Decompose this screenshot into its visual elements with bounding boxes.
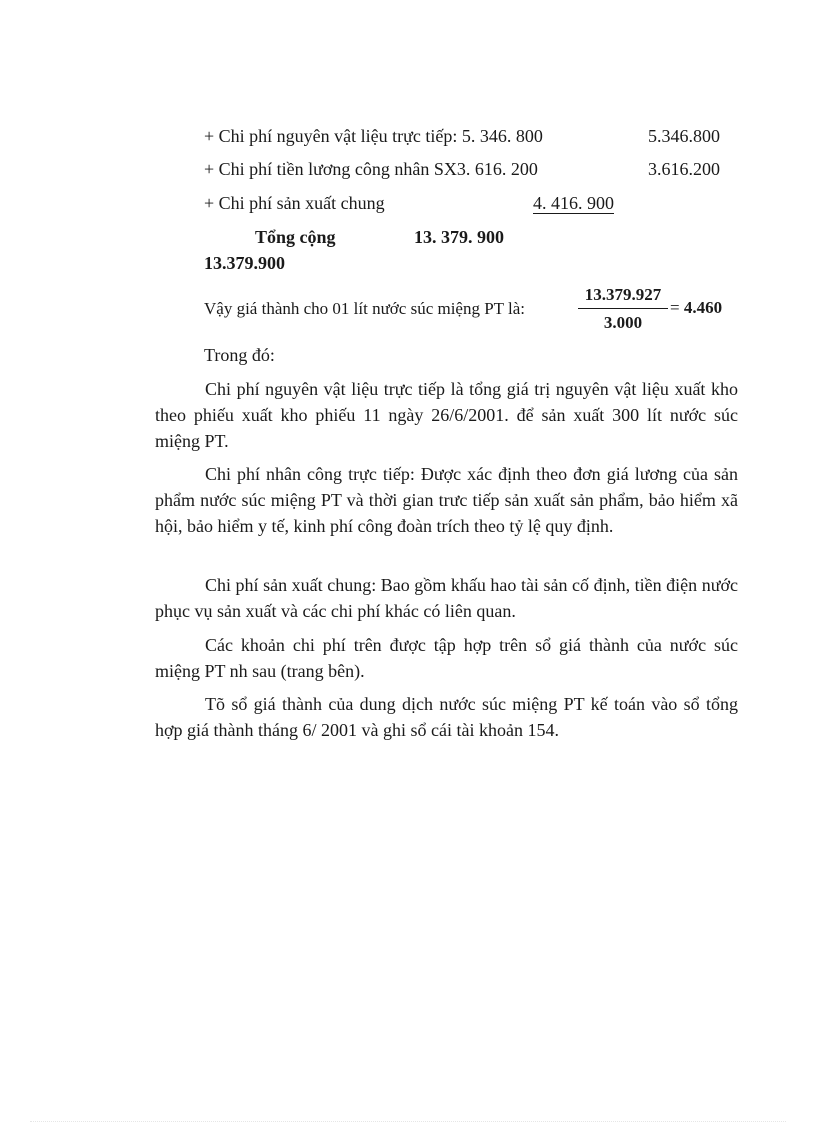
total-amount-repeat: 13.379.900 [204, 253, 285, 273]
paragraph-labor: Chi phí nhân công trực tiếp: Được xác định theo đơn giá lương của sản phẩm nước súc miệng PT và thời gian trưc tiếp sản xuất sản phẩm, bảo hiểm xã hội, bảo hiểm y tế, kinh phí công đoàn trích theo tỷ lệ quy định. [155, 464, 738, 536]
unit-cost-value: 4.460 [683, 298, 723, 317]
paragraph-materials: Chi phí nguyên vật liệu trực tiếp là tổng giá trị nguyên vật liệu xuất kho theo phiếu xuất kho phiếu 11 ngày 26/6/2001. để sản xuất 300 lít nước súc miệng PT. [155, 379, 738, 451]
intro-text: Trong đó: [204, 345, 275, 365]
paragraph-collection: Các khoản chi phí trên được tập hợp trên sổ giá thành của nước súc miệng PT nh sau (trang bên). [155, 635, 738, 681]
unit-cost-fraction [578, 284, 668, 334]
paragraph-posting: Tõ sổ giá thành của dung dịch nước súc miệng PT kế toán vào sổ tổng hợp giá thành tháng 6/ 2001 và ghi sổ cái tài khoản 154. [155, 694, 738, 740]
cost-line-labor-amount: 3.616.200 [648, 159, 720, 179]
unit-cost-result [670, 297, 722, 319]
cost-line-materials-amount: 5.346.800 [648, 126, 720, 146]
cost-line-overhead-amount: 4. 416. 900 [533, 193, 614, 213]
fraction-numerator: 13.379.927 [578, 284, 668, 309]
paragraph-overhead: Chi phí sản xuất chung: Bao gồm khấu hao tài sản cố định, tiền điện nước phục vụ sản xuất và các chi phí khác có liên quan. [155, 575, 738, 621]
cost-line-materials-label: + Chi phí nguyên vật liệu trực tiếp: 5. 346. 800 [204, 126, 543, 146]
equals-sign: = [670, 298, 680, 317]
total-amount: 13. 379. 900 [414, 227, 504, 247]
page-bottom-rule [30, 1121, 786, 1122]
unit-cost-text: Vậy giá thành cho 01 lít nước súc miệng PT là: [204, 299, 525, 318]
fraction-denominator: 3.000 [603, 313, 643, 332]
total-label: Tổng cộng [255, 227, 336, 247]
cost-line-overhead-label: + Chi phí sản xuất chung [204, 193, 385, 213]
cost-line-labor-label: + Chi phí tiền lương công nhân SX3. 616. 200 [204, 159, 538, 179]
